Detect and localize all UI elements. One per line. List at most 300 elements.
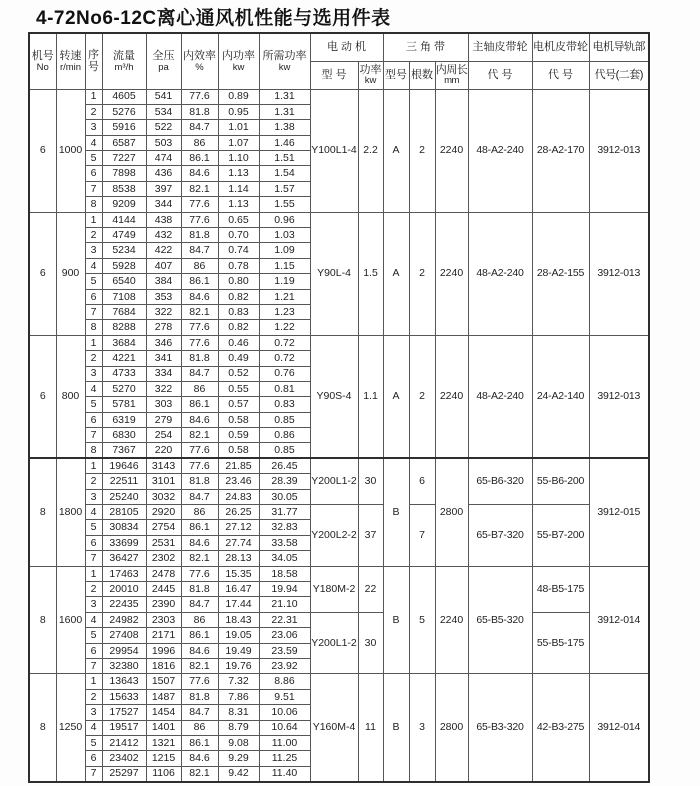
cell-pressure: 322 — [146, 381, 181, 396]
cell-efficiency: 84.6 — [181, 643, 218, 658]
cell-seq: 2 — [85, 582, 102, 597]
cell-internal-power: 21.85 — [218, 458, 259, 473]
cell-flow: 5276 — [102, 104, 146, 119]
cell-flow: 13643 — [102, 674, 146, 689]
cell-efficiency: 86.1 — [181, 520, 218, 535]
cell-required-power: 18.58 — [259, 566, 310, 581]
cell-internal-power: 0.74 — [218, 243, 259, 258]
cell-efficiency: 86.1 — [181, 735, 218, 750]
cell-efficiency: 81.8 — [181, 474, 218, 489]
cell-internal-power: 1.07 — [218, 135, 259, 150]
header-main-pulley: 主轴皮带轮 — [468, 33, 532, 61]
cell-flow: 22435 — [102, 597, 146, 612]
cell-required-power: 0.85 — [259, 443, 310, 458]
cell-internal-power: 0.57 — [218, 397, 259, 412]
cell-seq: 3 — [85, 705, 102, 720]
cell-required-power: 21.10 — [259, 597, 310, 612]
cell-flow: 19517 — [102, 720, 146, 735]
cell-internal-power: 1.10 — [218, 151, 259, 166]
cell-machine-no: 8 — [29, 458, 56, 566]
cell-internal-power: 27.12 — [218, 520, 259, 535]
header-efficiency: 内效率 % — [181, 33, 218, 89]
cell-motor-model: Y200L1-2 — [310, 458, 358, 504]
cell-flow: 7898 — [102, 166, 146, 181]
cell-pressure: 407 — [146, 258, 181, 273]
cell-efficiency: 77.6 — [181, 335, 218, 350]
cell-seq: 8 — [85, 443, 102, 458]
cell-belt-count: 2 — [409, 335, 435, 458]
cell-internal-power: 0.80 — [218, 274, 259, 289]
cell-efficiency: 84.6 — [181, 535, 218, 550]
cell-internal-power: 0.65 — [218, 212, 259, 227]
cell-flow: 29954 — [102, 643, 146, 658]
cell-flow: 6319 — [102, 412, 146, 427]
cell-seq: 4 — [85, 135, 102, 150]
cell-required-power: 10.64 — [259, 720, 310, 735]
cell-efficiency: 86.1 — [181, 274, 218, 289]
cell-required-power: 0.72 — [259, 351, 310, 366]
cell-motor-pulley: 55-B5-175 — [532, 612, 589, 674]
cell-flow: 4144 — [102, 212, 146, 227]
cell-required-power: 1.03 — [259, 228, 310, 243]
cell-efficiency: 82.1 — [181, 551, 218, 566]
cell-flow: 19646 — [102, 458, 146, 473]
cell-efficiency: 81.8 — [181, 689, 218, 704]
cell-seq: 4 — [85, 720, 102, 735]
cell-main-pulley: 65-B3-320 — [468, 674, 532, 782]
cell-required-power: 1.21 — [259, 289, 310, 304]
cell-internal-power: 15.35 — [218, 566, 259, 581]
cell-internal-power: 24.83 — [218, 489, 259, 504]
cell-flow: 5916 — [102, 120, 146, 135]
cell-speed: 800 — [56, 335, 85, 458]
cell-belt-count: 2 — [409, 212, 435, 335]
cell-seq: 1 — [85, 458, 102, 473]
cell-motor-pulley: 28-A2-155 — [532, 212, 589, 335]
table-row — [29, 674, 649, 689]
cell-seq: 2 — [85, 228, 102, 243]
cell-belt-length: 2240 — [435, 212, 468, 335]
cell-pressure: 438 — [146, 212, 181, 227]
cell-seq: 2 — [85, 104, 102, 119]
cell-efficiency: 86 — [181, 505, 218, 520]
header-rail-code: 代号(二套) — [589, 61, 649, 89]
cell-required-power: 0.76 — [259, 366, 310, 381]
cell-flow: 25297 — [102, 766, 146, 781]
cell-machine-no: 6 — [29, 335, 56, 458]
cell-required-power: 1.46 — [259, 135, 310, 150]
cell-motor-power: 30 — [358, 612, 383, 674]
cell-pressure: 1487 — [146, 689, 181, 704]
cell-flow: 7367 — [102, 443, 146, 458]
cell-internal-power: 0.70 — [218, 228, 259, 243]
cell-main-pulley: 48-A2-240 — [468, 89, 532, 212]
cell-belt-length: 2240 — [435, 335, 468, 458]
cell-required-power: 11.25 — [259, 751, 310, 766]
cell-pressure: 322 — [146, 304, 181, 319]
cell-machine-no: 8 — [29, 566, 56, 674]
cell-pressure: 1816 — [146, 658, 181, 673]
cell-internal-power: 0.82 — [218, 320, 259, 335]
cell-flow: 33699 — [102, 535, 146, 550]
cell-required-power: 1.23 — [259, 304, 310, 319]
cell-belt-length: 2240 — [435, 566, 468, 674]
cell-flow: 17527 — [102, 705, 146, 720]
cell-internal-power: 0.83 — [218, 304, 259, 319]
cell-efficiency: 77.6 — [181, 443, 218, 458]
table-row — [29, 458, 649, 473]
cell-pressure: 2445 — [146, 582, 181, 597]
cell-seq: 5 — [85, 520, 102, 535]
cell-seq: 3 — [85, 243, 102, 258]
cell-required-power: 9.51 — [259, 689, 310, 704]
cell-pressure: 2920 — [146, 505, 181, 520]
cell-internal-power: 23.46 — [218, 474, 259, 489]
cell-efficiency: 77.6 — [181, 566, 218, 581]
cell-belt-length: 2800 — [435, 458, 468, 566]
cell-efficiency: 77.6 — [181, 458, 218, 473]
cell-seq: 5 — [85, 151, 102, 166]
cell-pressure: 2531 — [146, 535, 181, 550]
cell-pressure: 2754 — [146, 520, 181, 535]
cell-internal-power: 7.32 — [218, 674, 259, 689]
cell-seq: 1 — [85, 89, 102, 104]
cell-required-power: 8.86 — [259, 674, 310, 689]
cell-required-power: 22.31 — [259, 612, 310, 627]
cell-efficiency: 82.1 — [181, 181, 218, 196]
table-row — [29, 89, 649, 104]
cell-efficiency: 84.7 — [181, 597, 218, 612]
cell-speed: 1800 — [56, 458, 85, 566]
header-motor-model: 型 号 — [310, 61, 358, 89]
cell-pressure: 346 — [146, 335, 181, 350]
cell-pressure: 303 — [146, 397, 181, 412]
cell-required-power: 31.77 — [259, 505, 310, 520]
page-title: 4-72No6-12C离心通风机性能与选用件表 — [36, 8, 391, 29]
cell-required-power: 0.86 — [259, 428, 310, 443]
cell-internal-power: 1.13 — [218, 166, 259, 181]
table-body — [29, 89, 649, 782]
cell-seq: 7 — [85, 766, 102, 781]
cell-internal-power: 8.31 — [218, 705, 259, 720]
header-belt-model: 型号 — [383, 61, 409, 89]
cell-pressure: 341 — [146, 351, 181, 366]
cell-belt-model: B — [383, 458, 409, 566]
cell-required-power: 34.05 — [259, 551, 310, 566]
cell-efficiency: 82.1 — [181, 304, 218, 319]
cell-speed: 1250 — [56, 674, 85, 782]
cell-efficiency: 81.8 — [181, 104, 218, 119]
cell-required-power: 11.00 — [259, 735, 310, 750]
cell-flow: 7227 — [102, 151, 146, 166]
cell-seq: 5 — [85, 397, 102, 412]
cell-flow: 21412 — [102, 735, 146, 750]
cell-efficiency: 84.7 — [181, 489, 218, 504]
cell-required-power: 23.59 — [259, 643, 310, 658]
cell-pressure: 254 — [146, 428, 181, 443]
cell-required-power: 0.83 — [259, 397, 310, 412]
cell-pressure: 2478 — [146, 566, 181, 581]
table-row — [29, 505, 649, 520]
cell-flow: 4749 — [102, 228, 146, 243]
cell-belt-length: 2800 — [435, 674, 468, 782]
cell-pressure: 3101 — [146, 474, 181, 489]
cell-efficiency: 82.1 — [181, 766, 218, 781]
cell-flow: 6830 — [102, 428, 146, 443]
cell-internal-power: 0.52 — [218, 366, 259, 381]
cell-required-power: 28.39 — [259, 474, 310, 489]
cell-internal-power: 9.42 — [218, 766, 259, 781]
cell-seq: 6 — [85, 412, 102, 427]
cell-internal-power: 1.14 — [218, 181, 259, 196]
cell-internal-power: 28.13 — [218, 551, 259, 566]
cell-required-power: 0.96 — [259, 212, 310, 227]
cell-motor-power: 11 — [358, 674, 383, 782]
cell-required-power: 1.15 — [259, 258, 310, 273]
cell-belt-count: 3 — [409, 674, 435, 782]
cell-flow: 5928 — [102, 258, 146, 273]
cell-required-power: 33.58 — [259, 535, 310, 550]
cell-flow: 15633 — [102, 689, 146, 704]
cell-belt-model: A — [383, 89, 409, 212]
cell-internal-power: 27.74 — [218, 535, 259, 550]
cell-belt-model: A — [383, 212, 409, 335]
cell-pressure: 2390 — [146, 597, 181, 612]
cell-required-power: 23.92 — [259, 658, 310, 673]
cell-seq: 7 — [85, 181, 102, 196]
cell-efficiency: 81.8 — [181, 351, 218, 366]
cell-pressure: 353 — [146, 289, 181, 304]
cell-seq: 6 — [85, 289, 102, 304]
cell-required-power: 30.05 — [259, 489, 310, 504]
cell-internal-power: 0.55 — [218, 381, 259, 396]
cell-required-power: 1.55 — [259, 197, 310, 212]
cell-seq: 3 — [85, 120, 102, 135]
cell-seq: 6 — [85, 535, 102, 550]
header-required-power: 所需功率 kw — [259, 33, 310, 89]
table-row — [29, 335, 649, 350]
cell-main-pulley: 65-B6-320 — [468, 458, 532, 504]
cell-efficiency: 77.6 — [181, 212, 218, 227]
cell-pressure: 334 — [146, 366, 181, 381]
cell-internal-power: 7.86 — [218, 689, 259, 704]
cell-efficiency: 82.1 — [181, 428, 218, 443]
cell-pressure: 220 — [146, 443, 181, 458]
cell-flow: 23402 — [102, 751, 146, 766]
cell-seq: 8 — [85, 197, 102, 212]
cell-pressure: 278 — [146, 320, 181, 335]
cell-seq: 4 — [85, 258, 102, 273]
header-seq: 序 号 — [85, 33, 102, 89]
cell-flow: 3684 — [102, 335, 146, 350]
cell-pressure: 474 — [146, 151, 181, 166]
cell-main-pulley: 48-A2-240 — [468, 212, 532, 335]
cell-required-power: 32.83 — [259, 520, 310, 535]
cell-pressure: 279 — [146, 412, 181, 427]
cell-internal-power: 19.49 — [218, 643, 259, 658]
cell-flow: 17463 — [102, 566, 146, 581]
cell-rail: 3912-015 — [589, 458, 649, 566]
cell-speed: 900 — [56, 212, 85, 335]
header-pressure: 全压 pa — [146, 33, 181, 89]
cell-pressure: 2171 — [146, 628, 181, 643]
cell-efficiency: 84.7 — [181, 243, 218, 258]
cell-motor-power: 37 — [358, 505, 383, 567]
cell-seq: 7 — [85, 551, 102, 566]
cell-pressure: 344 — [146, 197, 181, 212]
cell-pressure: 1454 — [146, 705, 181, 720]
cell-pressure: 2302 — [146, 551, 181, 566]
cell-internal-power: 0.46 — [218, 335, 259, 350]
cell-motor-power: 30 — [358, 458, 383, 504]
cell-seq: 1 — [85, 566, 102, 581]
cell-required-power: 1.09 — [259, 243, 310, 258]
header-belt-group: 三 角 带 — [383, 33, 468, 61]
cell-flow: 32380 — [102, 658, 146, 673]
cell-rail: 3912-014 — [589, 566, 649, 674]
header-motor-group: 电 动 机 — [310, 33, 383, 61]
cell-motor-model: Y200L2-2 — [310, 505, 358, 567]
cell-internal-power: 0.49 — [218, 351, 259, 366]
cell-efficiency: 86.1 — [181, 397, 218, 412]
cell-seq: 4 — [85, 381, 102, 396]
cell-seq: 4 — [85, 505, 102, 520]
cell-seq: 5 — [85, 735, 102, 750]
cell-main-pulley: 65-B5-320 — [468, 566, 532, 674]
header-motor-pulley: 电机皮带轮 — [532, 33, 589, 61]
cell-required-power: 1.22 — [259, 320, 310, 335]
cell-rail: 3912-014 — [589, 674, 649, 782]
cell-speed: 1600 — [56, 566, 85, 674]
cell-seq: 2 — [85, 689, 102, 704]
cell-belt-count: 6 — [409, 458, 435, 504]
cell-motor-model: Y90L-4 — [310, 212, 358, 335]
cell-rail: 3912-013 — [589, 89, 649, 212]
cell-pressure: 436 — [146, 166, 181, 181]
cell-efficiency: 86 — [181, 258, 218, 273]
cell-seq: 6 — [85, 166, 102, 181]
cell-pressure: 432 — [146, 228, 181, 243]
cell-flow: 5781 — [102, 397, 146, 412]
header-belt-count: 根数 — [409, 61, 435, 89]
cell-motor-pulley: 55-B7-200 — [532, 505, 589, 567]
cell-required-power: 1.19 — [259, 274, 310, 289]
cell-machine-no: 6 — [29, 212, 56, 335]
header-belt-length: 内周长 mm — [435, 61, 468, 89]
cell-seq: 7 — [85, 304, 102, 319]
cell-seq: 1 — [85, 674, 102, 689]
cell-internal-power: 17.44 — [218, 597, 259, 612]
cell-required-power: 1.31 — [259, 89, 310, 104]
cell-efficiency: 84.7 — [181, 366, 218, 381]
cell-internal-power: 9.08 — [218, 735, 259, 750]
cell-internal-power: 0.59 — [218, 428, 259, 443]
cell-belt-count: 5 — [409, 566, 435, 674]
cell-flow: 9209 — [102, 197, 146, 212]
cell-pressure: 1996 — [146, 643, 181, 658]
cell-required-power: 1.54 — [259, 166, 310, 181]
table-row — [29, 612, 649, 627]
cell-internal-power: 26.25 — [218, 505, 259, 520]
cell-required-power: 11.40 — [259, 766, 310, 781]
cell-internal-power: 1.01 — [218, 120, 259, 135]
cell-efficiency: 84.7 — [181, 120, 218, 135]
cell-flow: 6587 — [102, 135, 146, 150]
cell-motor-pulley: 24-A2-140 — [532, 335, 589, 458]
cell-efficiency: 86.1 — [181, 628, 218, 643]
cell-main-pulley: 65-B7-320 — [468, 505, 532, 567]
cell-flow: 8538 — [102, 181, 146, 196]
cell-pressure: 503 — [146, 135, 181, 150]
header-motor-power: 功率 kw — [358, 61, 383, 89]
cell-pressure: 397 — [146, 181, 181, 196]
cell-pressure: 1401 — [146, 720, 181, 735]
cell-efficiency: 84.6 — [181, 412, 218, 427]
cell-belt-model: B — [383, 566, 409, 674]
cell-flow: 7684 — [102, 304, 146, 319]
cell-efficiency: 84.6 — [181, 166, 218, 181]
cell-flow: 4733 — [102, 366, 146, 381]
cell-rail: 3912-013 — [589, 212, 649, 335]
cell-required-power: 0.81 — [259, 381, 310, 396]
cell-required-power: 19.94 — [259, 582, 310, 597]
cell-seq: 3 — [85, 489, 102, 504]
table-row — [29, 212, 649, 227]
cell-motor-pulley: 42-B3-275 — [532, 674, 589, 782]
cell-required-power: 1.38 — [259, 120, 310, 135]
cell-pressure: 1215 — [146, 751, 181, 766]
cell-seq: 3 — [85, 597, 102, 612]
cell-motor-power: 22 — [358, 566, 383, 612]
cell-pressure: 1106 — [146, 766, 181, 781]
cell-internal-power: 0.82 — [218, 289, 259, 304]
cell-belt-model: A — [383, 335, 409, 458]
cell-seq: 6 — [85, 643, 102, 658]
cell-required-power: 1.51 — [259, 151, 310, 166]
cell-motor-pulley: 48-B5-175 — [532, 566, 589, 612]
cell-seq: 5 — [85, 274, 102, 289]
cell-flow: 24982 — [102, 612, 146, 627]
cell-flow: 8288 — [102, 320, 146, 335]
cell-internal-power: 18.43 — [218, 612, 259, 627]
cell-required-power: 1.57 — [259, 181, 310, 196]
cell-required-power: 0.72 — [259, 335, 310, 350]
cell-flow: 20010 — [102, 582, 146, 597]
cell-motor-pulley: 28-A2-170 — [532, 89, 589, 212]
cell-efficiency: 84.6 — [181, 751, 218, 766]
cell-pressure: 1321 — [146, 735, 181, 750]
header-motor-pulley-code: 代 号 — [532, 61, 589, 89]
cell-seq: 7 — [85, 428, 102, 443]
header-flow: 流量 m³/h — [102, 33, 146, 89]
cell-seq: 1 — [85, 335, 102, 350]
cell-seq: 5 — [85, 628, 102, 643]
cell-required-power: 26.45 — [259, 458, 310, 473]
cell-belt-count: 2 — [409, 89, 435, 212]
cell-motor-model: Y200L1-2 — [310, 612, 358, 674]
cell-internal-power: 19.05 — [218, 628, 259, 643]
table-header — [29, 33, 649, 89]
cell-efficiency: 86 — [181, 381, 218, 396]
cell-belt-length: 2240 — [435, 89, 468, 212]
cell-pressure: 541 — [146, 89, 181, 104]
cell-belt-count: 7 — [409, 505, 435, 567]
cell-motor-pulley: 55-B6-200 — [532, 458, 589, 504]
cell-seq: 6 — [85, 751, 102, 766]
cell-rail: 3912-013 — [589, 335, 649, 458]
cell-efficiency: 77.6 — [181, 89, 218, 104]
cell-flow: 36427 — [102, 551, 146, 566]
